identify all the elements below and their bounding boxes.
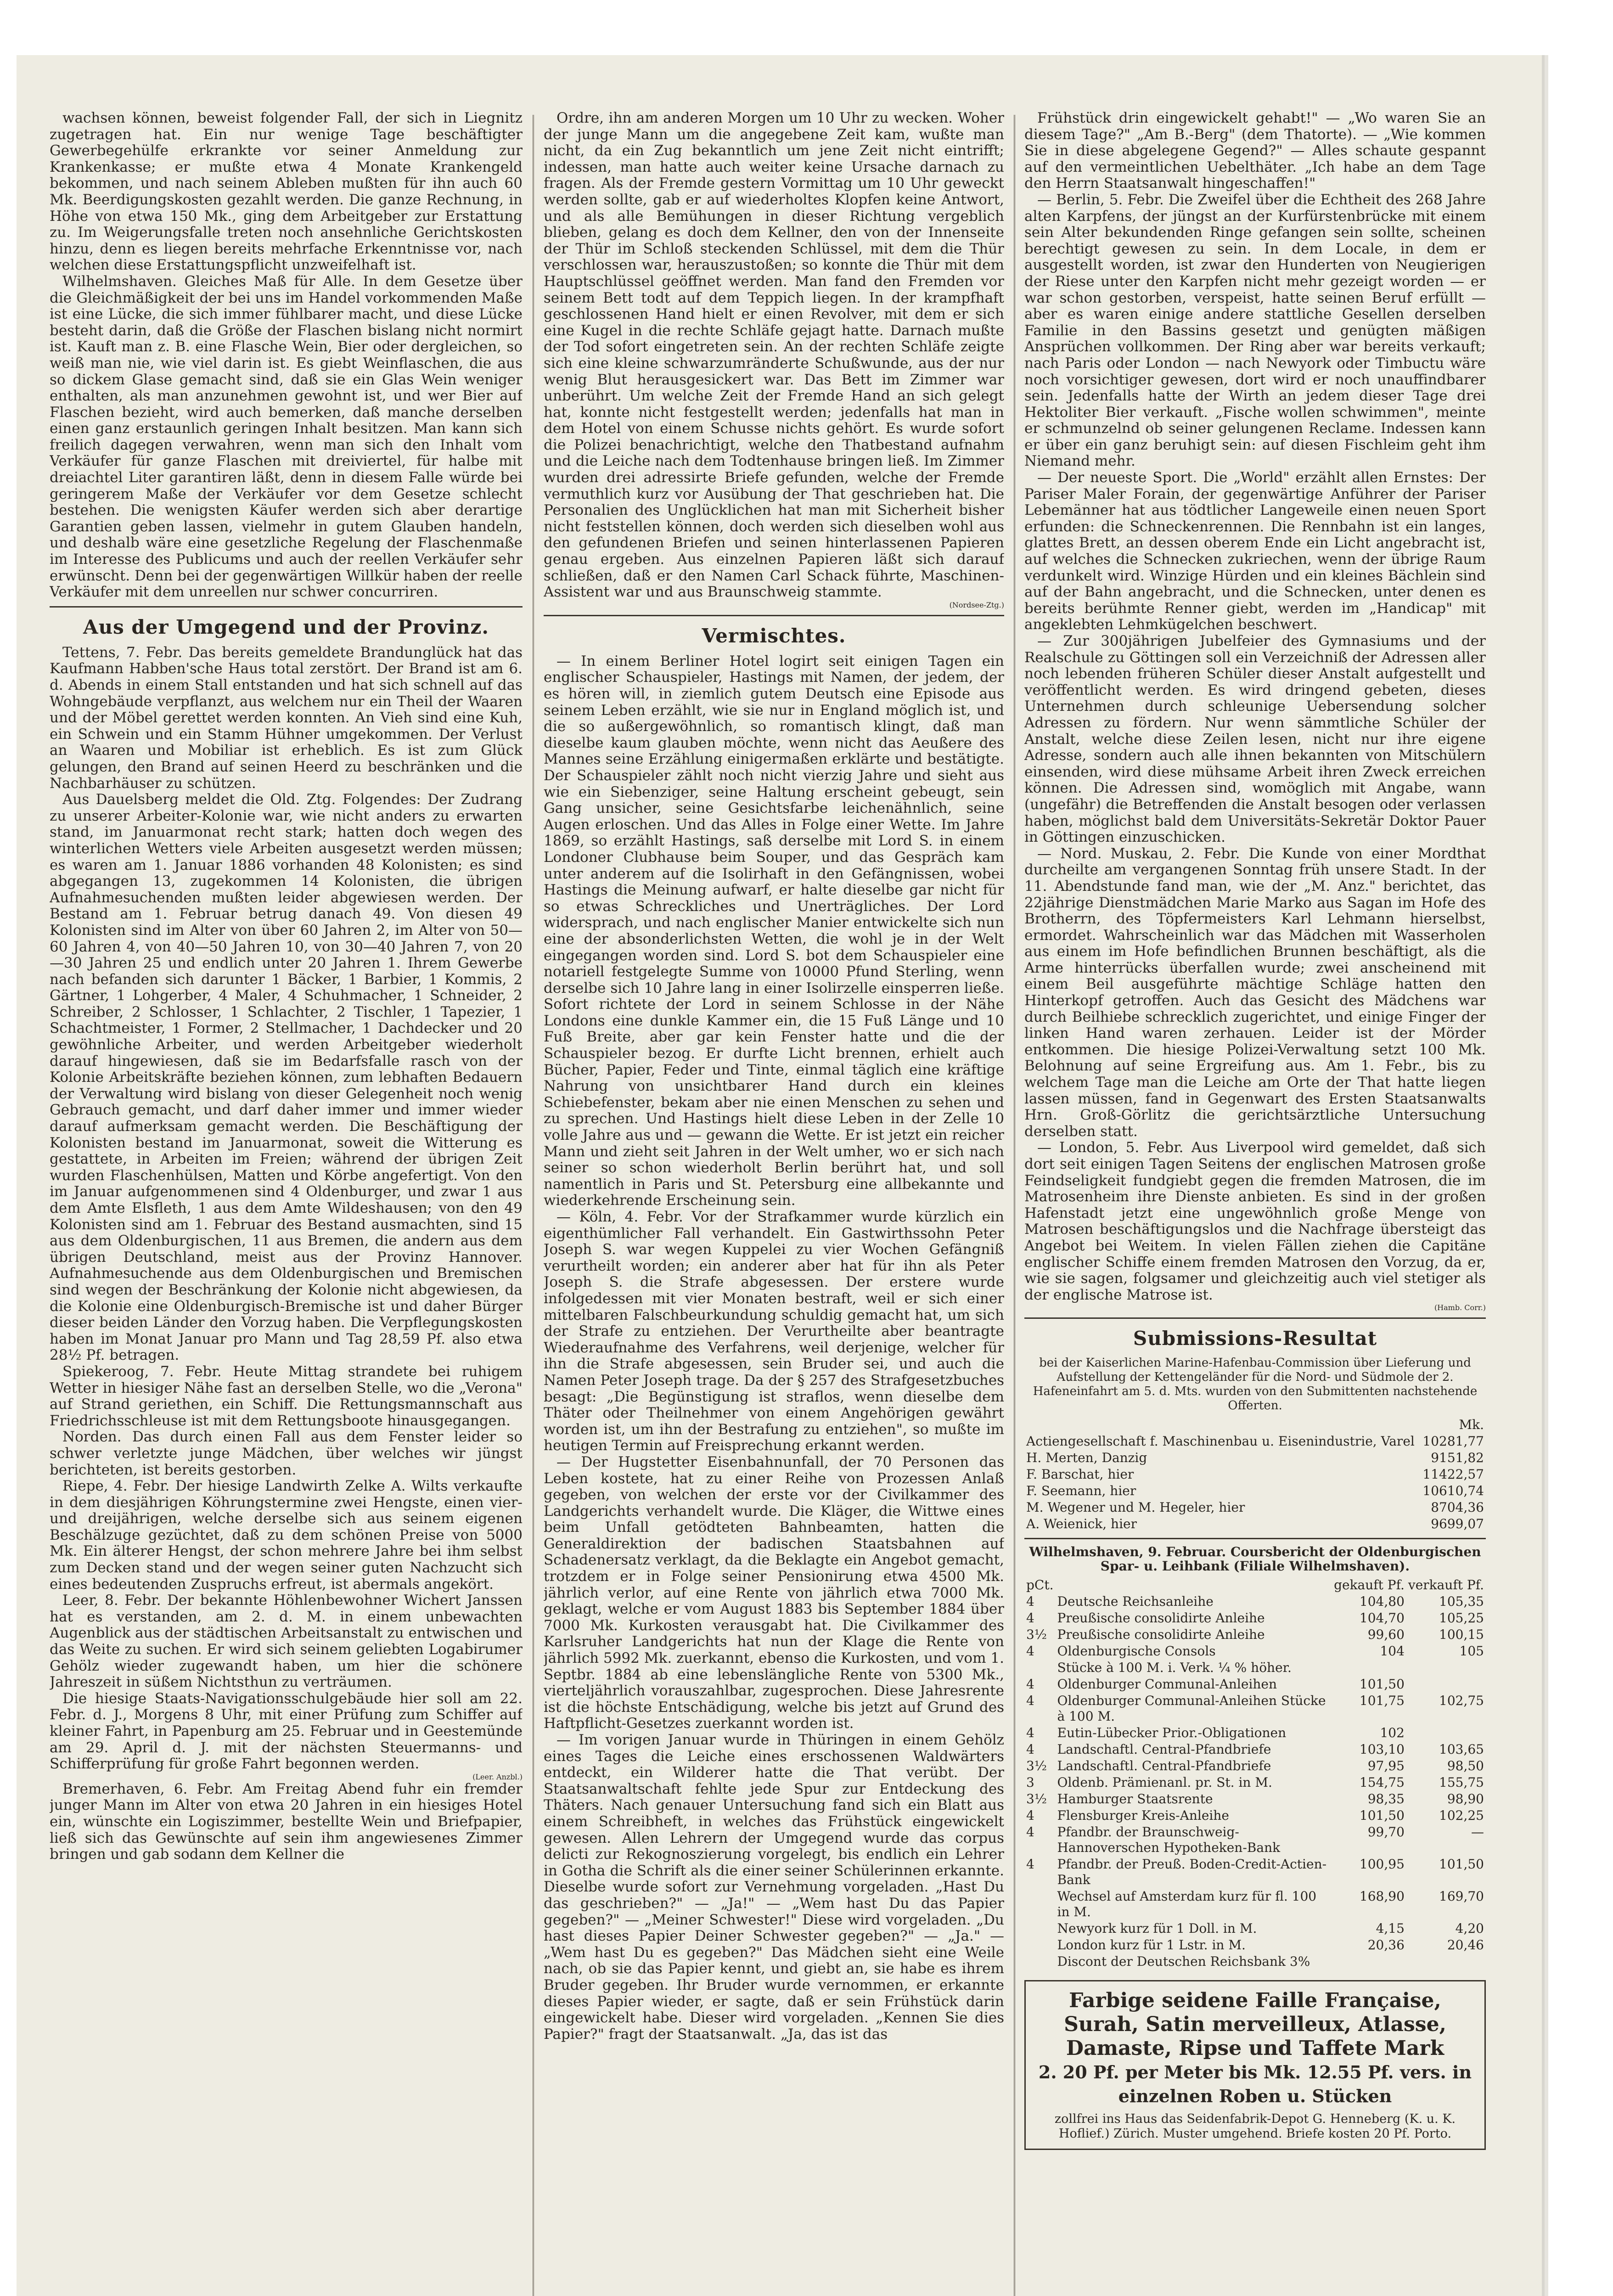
column-right [1024,110,1486,2296]
table-cell: 155,75 [1439,1775,1484,1790]
table-cell: 3½ [1026,1758,1047,1774]
article-text: Bremerhaven, 6. Febr. Am Freitag Abend fuhr ein fremder junger Mann im Alter von etwa 20 Jahren in ein hiesiges Hotel ein, wünschte ein Logiszimmer, bestellte Wein und Briefpapier, ließ sich das Gewünschte auf sein ihm angewiesenes Zimmer bringen und gab sodann dem Kellner die [50,1780,523,1863]
table-cell [1332,1660,1406,1676]
table-row [1024,1758,1486,1774]
submission-description: bei der Kaiserlichen Marine-Hafenbau-Commission über Lieferung und Aufstellung der Kettengeländer für die Nord- und Südmole der 2. Hafeneinfahrt am 5. d. Mts. wurden von den Submittenten nachstehende Offerten. [1033,1356,1478,1413]
table-cell: Oldenburgische Consols [1057,1643,1216,1659]
table-cell: 3½ [1026,1627,1047,1643]
silk-advertisement [1024,1980,1486,2150]
table-cell: 99,70 [1367,1824,1405,1840]
article-text: — London, 5. Febr. Aus Liverpool wird gemeldet, daß sich dort seit einigen Tagen Seitens der englischen Matrosen große Feindseligkeit fundgiebt gegen die fremden Matrosen, die im Matrosenheim ihre Dienste anbieten. Es sind in der großen Hafenstadt jetzt eine ungewöhnlich große Menge von Matrosen beschäftigungslos und die Nachfrage übersteigt das Angebot bei Weitem. In vielen Fällen ziehen die Capitäne englischer Schiffe einem fremden Matrosen den Vorzug, da er, wie sie sagen, folgsamer und gleichzeitig auch viel stetiger als der englische Matrose ist. [1024,1139,1486,1303]
course-heading: Wilhelmshaven, 9. Februar. Coursbericht der Oldenburgischen Spar- u. Leihbank (Filiale Wilhelmshaven). [1029,1544,1481,1574]
section-heading: Aus der Umgegend und der Provinz. [83,615,489,638]
table-row [1024,1774,1486,1791]
source-credit: (Nordsee-Ztg.) [949,600,1004,609]
table-row [1024,1483,1486,1499]
table-row [1024,1593,1486,1610]
table-row [1024,1791,1486,1807]
table-cell: 4 [1026,1725,1034,1741]
table-cell: 100,15 [1439,1627,1484,1643]
table-cell: A. Weienick, hier [1026,1516,1137,1532]
table-cell: 169,70 [1439,1889,1484,1904]
article-text: Frühstück drin eingewickelt gehabt!" — „Wo waren Sie an diesem Tage?" „Am B.-Berg" (dem Thatorte). — „Wie kommen Sie in diese abgelegene Gegend?" — Alles schaute gespannt auf den vermeintlichen Uebelthäter. „Ich habe an dem Tage den Herrn Staatsanwalt hingeschaffen!" [1024,110,1486,192]
table-cell: Stücke à 100 M. i. Verk. ¼ % höher. [1057,1660,1292,1676]
table-cell: Discont der Deutschen Reichsbank 3% [1057,1954,1310,1970]
table-cell: H. Merten, Danzig [1026,1450,1147,1466]
table-cell: 101,50 [1359,1808,1405,1823]
table-cell: London kurz für 1 Lstr. in M. [1057,1937,1246,1953]
table-cell: 10281,77 [1422,1434,1484,1449]
table-cell: 4 [1026,1742,1034,1757]
table-cell: F. Seemann, hier [1026,1483,1136,1499]
table-cell: 4,20 [1455,1921,1484,1936]
table-cell: 102,25 [1439,1808,1484,1823]
table-row [1024,1450,1486,1466]
column-left [50,110,523,2296]
table-cell [1332,1953,1406,1970]
table-cell: 102,75 [1439,1693,1484,1709]
table-cell: 9151,82 [1431,1450,1484,1466]
table-cell: 101,75 [1359,1693,1405,1709]
table-cell: Oldenburger Communal-Anleihen [1057,1677,1277,1692]
ad-price: 2. 20 Pf. per Meter bis Mk. 12.55 Pf. vers. in einzelnen Roben u. Stücken [1038,2062,1472,2107]
table-cell [1024,1953,1056,1970]
table-row [1024,1676,1486,1693]
table-cell: Hamburger Staatsrente [1057,1791,1213,1807]
table-cell: Eutin-Lübecker Prior.-Obligationen [1057,1725,1287,1741]
table-cell: 4 [1026,1594,1034,1609]
table-cell: Pfandbr. der Braunschweig-Hannoverschen Hypotheken-Bank [1057,1824,1281,1856]
table-row [1024,1953,1486,1970]
table-cell: 4,15 [1376,1921,1405,1936]
table-cell: — [1471,1824,1484,1840]
table-cell: 102 [1380,1725,1405,1741]
table-cell: 4 [1026,1610,1034,1626]
table-row [1024,1807,1486,1824]
article-text: — Köln, 4. Febr. Vor der Strafkammer wurde kürzlich ein eigenthümlicher Fall verhandelt. Ein Gastwirthssohn Peter Joseph S. war wegen Kuppelei zu vier Wochen Gefängniß verurtheilt worden; ein anderer aber hat für ihn als Peter Joseph S. die Strafe abgesessen. Der erstere wurde infolgedessen mit vier Monaten bestraft, weil er sich einer mittelbaren Falschbeurkundung schuldig gemacht hat, um sich der Strafe zu entziehen. Der Verurtheilte aber beantragte Wiederaufnahme des Verfahrens, weil derjenige, welcher für ihn die Strafe abgesessen, sein Bruder sei, und auch die Namen Peter Joseph trage. Da der § 257 des Strafgesetzbuches besagt: „Die Begünstigung ist straflos, wenn dieselbe dem Thäter oder Theilnehmer von einem Angehörigen gewährt worden ist, um ihn der Bestrafung zu entziehen", so mußte im heutigen Termin auf Freisprechung erkannt werden. [544,1209,1004,1454]
table-cell [1024,1888,1056,1920]
table-cell: 9699,07 [1431,1516,1484,1532]
article-text: — In einem Berliner Hotel logirt seit einigen Tagen ein englischer Schauspieler, Hastings mit Namen, der jedem, der es hören will, in ziemlich gutem Deutsch eine Episode aus seinem Leben erzählt, wie sie nur in England möglich ist, und die so außergewöhnlich, so romantisch klingt, daß man dieselbe kaum glauben möchte, wenn nicht das Aeußere des Mannes seine Erzählung einigermaßen erklärte und bestätigte. Der Schauspieler zählt noch nicht vierzig Jahre und sieht aus wie ein Siebenziger, seine Haltung erscheint gebeugt, sein Gang unsicher, seine Gesichtsfarbe leichenähnlich, seine Augen erloschen. Und das Alles in Folge einer Wette. Im Jahre 1869, so erzählt Hastings, saß derselbe mit Lord S. in einem Londoner Clubhause beim Souper, und das Gespräch kam unter anderem auf die Isolirhaft in den Gefängnissen, wobei Hastings die Meinung aufwarf, er halte dieselbe gar nicht für so etwas Schreckliches und Unerträgliches. Der Lord widersprach, und nach englischer Manier entwickelte sich nun eine der absonderlichsten Wetten, die wohl je in der Welt eingegangen worden sind. Lord S. bot dem Schauspieler eine notariell festgelegte Summe von 10000 Pfund Sterling, wenn derselbe sich 10 Jahre lang in einer Isolirzelle einsperren ließe. Sofort richtete der Lord in seinem Schlosse in der Nähe Londons eine dunkle Kammer ein, die 15 Fuß Länge und 10 Fuß Breite, aber gar kein Fenster hatte und die der Schauspieler bezog. Er durfte Licht brennen, erhielt auch Bücher, Papier, Feder und Tinte, einmal täglich eine kräftige Nahrung von unsichtbarer Hand durch ein kleines Schiebefenster, bekam aber nie einen Menschen zu sehen und zu sprechen. Und Hastings hielt diese Leben in der Zelle 10 volle Jahre aus und — gewann die Wette. Er ist jetzt ein reicher Mann und zieht seit Jahren in der Welt umher, wo er sich nach seiner so schon wiederholt Berlin berührt hat, und soll namentlich in Paris und St. Petersburg eine allbekannte und wiederkehrende Erscheinung sein. [544,653,1004,1209]
table-row [1024,1466,1486,1483]
section-divider [544,615,1004,616]
unit-label: Mk. [1459,1417,1484,1433]
source-credit: (Hamb. Corr.) [1434,1303,1486,1312]
table-cell: 101,50 [1359,1677,1405,1692]
article-text: — Nord. Muskau, 2. Febr. Die Kunde von einer Mordthat durcheilte am vergangenen Sonntag früh unsere Stadt. In der 11. Abendstunde fand man, wie der „M. Anz." berichtet, das 22jährige Dienstmädchen Marie Marko aus Sagan im Hofe des Brotherrn, des Töpfermeisters Karl Lehmann hierselbst, ermordet. Wahrscheinlich war das Mädchen mit Wasserholen aus einem im Hofe befindlichen Brunnen beschäftigt, als die Arme hinterrücks überfallen wurde; zwei anscheinend mit einem Beil ausgeführte mächtige Schläge hatten den Hinterkopf getroffen. Auch das Gesicht des Mädchens war durch Beilhiebe schrecklich zugerichtet, und einige Finger der linken Hand waren zerhauen. Leider ist der Mörder entkommen. Die hiesige Polizei-Verwaltung setzt 100 Mk. Belohnung auf seine Ergreifung aus. Am 1. Febr., bis zu welchem Tage man die Leiche am Orte der That hatte liegen lassen müssen, fand in Gegenwart des Ersten Staatsanwalts Hrn. Groß-Görlitz die gerichtsärztliche Untersuchung derselben statt. [1024,845,1486,1140]
table-cell: 3 [1026,1775,1034,1790]
section-divider [1024,1317,1486,1319]
ad-footer: zollfrei ins Haus das Seidenfabrik-Depot G. Henneberg (K. u. K. Hoflief.) Zürich. Muster umgehend. Briefe kosten 20 Pf. Porto. [1054,2112,1456,2141]
table-cell: F. Barschat, hier [1026,1467,1134,1482]
table-cell: 168,90 [1359,1889,1405,1904]
column-header [1056,1577,1332,1593]
table-cell: 4 [1026,1857,1034,1872]
table-cell: 103,10 [1359,1742,1405,1757]
table-cell [1024,1660,1056,1676]
table-cell: 154,75 [1359,1775,1405,1790]
newspaper-page [17,55,1542,2296]
table-cell: 104,70 [1359,1610,1405,1626]
table-row [1024,1725,1486,1741]
article-text: Aus Dauelsberg meldet die Old. Ztg. Folgendes: Der Zudrang zu unserer Arbeiter-Kolonie war, wie nicht anders zu erwarten stand, im Januarmonat recht stark; hatten doch wegen des winterlichen Wetters viele Arbeiten ausgesetzt werden müssen; es waren am 1. Januar 1886 vorhanden 48 Kolonisten; es sind abgegangen 13, zugekommen 14 Kolonisten, die übrigen Aufnahmesuchenden mußten leider abgewiesen werden. Der Bestand am 1. Februar betrug danach 49. Von diesen 49 Kolonisten sind im Alter von über 60 Jahren 2, im Alter von 50—60 Jahren 4, von 40—50 Jahren 10, von 30—40 Jahren 7, von 20—30 Jahren 25 und endlich unter 20 Jahren 1. Ihrem Gewerbe nach befanden sich darunter 1 Bäcker, 1 Barbier, 1 Kommis, 2 Gärtner, 1 Lohgerber, 4 Maler, 4 Schuhmacher, 1 Schneider, 2 Schreiber, 2 Schlosser, 1 Schlachter, 2 Tischler, 1 Tapezier, 1 Schachtmeister, 1 Former, 2 Stellmacher, 1 Dachdecker und 20 gewöhnliche Arbeiter, und werden Arbeitgeber wiederholt darauf hingewiesen, daß sie im Bedarfsfalle rasch von der Kolonie Arbeitskräfte beziehen können, zum lebhaften Bedauern der Verwaltung wird bislang von dieser Gelegenheit noch wenig Gebrauch gemacht, und darf daher immer und immer wieder darauf aufmerksam gemacht werden. Die Beschäftigung der Kolonisten bestand im Januarmonat, soweit die Witterung es gestattete, in Arbeiten im Freien; während der übrigen Zeit wurden Flaschenhülsen, Matten und Körbe angefertigt. Von den im Januar aufgenommenen sind 4 Oldenburger, und zwar 1 aus dem Amte Elsfleth, 1 aus dem Amte Wildeshausen; von den 49 Kolonisten sind am 1. Februar des Bestand ausmachten, sind 15 aus dem Oldenburgischen, 11 aus Bremen, die andern aus dem übrigen Deutschland, meist aus der Provinz Hannover. Aufnahmesuchende aus dem Oldenburgischen und Bremischen sind wegen der Beschränkung der Kolonie nicht abgewiesen, da die Kolonie eine Oldenburgisch-Bremische ist und daher Bürger dieser beiden Länder den Vorzug haben. Die Verpflegungskosten haben im Monat Januar pro Mann und Tag 28,59 Pf. also etwa 28½ Pf. betragen. [50,791,523,1364]
table-cell: Newyork kurz für 1 Doll. in M. [1057,1921,1257,1936]
table-row [1024,1433,1486,1450]
table-cell: 99,60 [1367,1627,1405,1643]
table-cell: Preußische consolidirte Anleihe [1057,1627,1265,1643]
article-text: Tettens, 7. Febr. Das bereits gemeldete Brandunglück hat das Kaufmann Habben'sche Haus total zerstört. Der Brand ist am 6. d. Abends in einem Stall entstanden und hat sich schnell auf das Wohngebäude verpflanzt, aus welchem nur ein Theil der Waaren und der Möbel gerettet werden konnten. An Vieh sind eine Kuh, ein Schwein und ein Stamm Hühner umgekommen. Der Verlust an Waaren und Mobiliar ist erheblich. Es ist zum Glück gelungen, den Brand auf seinen Heerd zu beschränken und die Nachbarhäuser zu schützen. [50,644,523,792]
column-header: gekauft Pf. [1334,1577,1405,1593]
table-cell: 4 [1026,1643,1034,1659]
table-row [1024,1660,1486,1676]
table-row [1024,1741,1486,1758]
course-table [1024,1577,1486,1970]
table-cell: 98,35 [1367,1791,1405,1807]
table-cell: Pfandbr. der Preuß. Boden-Credit-Actien-Bank [1057,1857,1327,1888]
article-text: Die hiesige Staats-Navigationsschulgebäude hier soll am 22. Febr. d. J., Morgens 8 Uhr, mit einer Prüfung zum Schiffer auf kleiner Fahrt, in Papenburg am 25. Februar und in Geestemünde am 29. April d. J. mit der nächsten Steuermanns- und Schifferprüfung für große Fahrt begonnen werden. [50,1690,523,1773]
table-cell: 100,95 [1359,1857,1405,1872]
table-cell: M. Wegener und M. Hegeler, hier [1026,1500,1245,1515]
table-cell: 104 [1380,1643,1405,1659]
table-row [1024,1920,1486,1937]
table-row [1024,1626,1486,1643]
column-middle [544,110,1004,2296]
article-text: — Zur 300jährigen Jubelfeier des Gymnasiums und der Realschule zu Göttingen soll ein Verzeichniß der Adressen aller noch lebenden früheren Schüler dieser Anstalt aufgestellt und veröffentlicht werden. Es wird dringend gebeten, dieses Unternehmen durch schleunige Uebersendung solcher Adressen zu fördern. Nur wenn sämmtliche Schüler der Anstalt, welche diese Zeilen lesen, nicht nur ihre eigene Adresse, sondern auch alle ihnen bekannten von Mitschülern einsenden, wird diese mühsame Arbeit ihren Zweck erreichen können. Die Adressen sind, womöglich mit Angabe, wann (ungefähr) die Betreffenden die Anstalt besogen oder verlassen haben, möglichst bald dem Universitäts-Sekretär Doktor Pauer in Göttingen einzuschicken. [1024,633,1486,846]
ad-headline: Surah, Satin merveilleux, Atlasse, [1064,2013,1446,2037]
table-cell: 104,80 [1359,1594,1405,1609]
table-cell: 4 [1026,1693,1034,1709]
table-cell: Deutsche Reichsanleihe [1057,1594,1214,1609]
table-row [1024,1516,1486,1532]
table-row [1024,1693,1486,1725]
section-divider [50,606,523,608]
table-cell: Oldenb. Prämienanl. pr. St. in M. [1057,1775,1272,1790]
table-cell: 4 [1026,1824,1034,1840]
table-cell: 8704,36 [1431,1500,1484,1515]
ad-headline: Farbige seidene Faille Française, [1069,1989,1441,2013]
table-cell: 103,65 [1439,1742,1484,1757]
table-cell: 10610,74 [1422,1483,1484,1499]
table-cell: Preußische consolidirte Anleihe [1057,1610,1265,1626]
table-cell: 3½ [1026,1791,1047,1807]
article-text: Wilhelmshaven. Gleiches Maß für Alle. In dem Gesetze über die Gleichmäßigkeit der bei uns im Handel vorkommenden Maße ist eine Lücke, die sich immer fühlbarer macht, und diese Lücke besteht darin, daß die Größe der Flaschen bislang nicht normirt ist. Kauft man z. B. eine Flasche Wein, Bier oder dergleichen, so weiß man nie, wie viel darin ist. Es giebt Weinflaschen, die aus so dickem Glase gemacht sind, daß sie ein Glas Wein weniger enthalten, als man anzunehmen gewohnt ist, und wer Bier auf Flaschen bezieht, wird auch bemerken, daß manche derselben einen ganz erstaunlich geringen Inhalt besitzen. Man kann sich freilich dagegen verwahren, wenn man sich den Inhalt vom Verkäufer für ganze Flaschen mit dreiviertel, für halbe mit dreiachtel Liter garantiren läßt, denn in diesem Falle würde bei geringerem Maße der Verkäufer vor dem Gesetze schlecht bestehen. Die wenigsten Käufer werden sich aber derartige Garantien geben lassen, vielmehr in gutem Glauben handeln, und deshalb wäre eine gesetzliche Regelung der Flaschenmaße im Interesse des Publicums und auch der reellen Verkäufer sehr erwünscht. Denn bei der gegenwärtigen Willkür haben der reelle Verkäufer mit dem unreellen nur schwer concurriren. [50,273,523,601]
table-cell [1406,1676,1486,1693]
submission-table [1024,1417,1486,1532]
table-cell: 20,46 [1447,1937,1484,1953]
table-cell: 20,36 [1367,1937,1405,1953]
table-cell: 11422,57 [1422,1467,1484,1482]
column-header: verkauft Pf. [1408,1577,1484,1593]
table-cell [1024,1920,1056,1937]
table-row [1024,1610,1486,1626]
table-row [1024,1937,1486,1953]
table-cell: 105 [1459,1643,1484,1659]
article-text: Riepe, 4. Febr. Der hiesige Landwirth Zelke A. Wilts verkaufte in dem diesjährigen Köhrungstermine zwei Hengste, einen vier- und dreijährigen, welche derselbe sich aus seinem eigenen Beschälzuge gezüchtet, daß zu dem schönen Preise von 5000 Mk. Ein älterer Hengst, der schon mehrere Jahre bei ihm selbst zum Decken stand und der wegen seiner guten Nachzucht sich eines bedeutenden Zuspruchs erfreut, ist abermals angekört. [50,1478,523,1593]
ad-headline: Damaste, Ripse und Taffete Mark [1066,2037,1444,2060]
article-text: Ordre, ihn am anderen Morgen um 10 Uhr zu wecken. Woher der junge Mann um die angegebene Zeit kam, wußte man nicht, da ein Zug bekanntlich um jene Zeit nicht eintrifft; indessen, man hatte auch weiter keine Ursache darnach zu fragen. Als der Fremde gestern Vormittag um 10 Uhr geweckt werden sollte, gab er auf wiederholtes Klopfen keine Antwort, und als alle Bemühungen in dieser Richtung vergeblich blieben, gelang es doch dem Kellner, den von der Innenseite der Thür im Schloß steckenden Schlüssel, mit dem die Thür verschlossen war, herauszustoßen; so konnte die Thür mit dem Hauptschlüssel geöffnet werden. Man fand den Fremden vor seinem Bett todt auf dem Teppich liegen. In der krampfhaft geschlossenen Hand hielt er einen Revolver, mit dem er sich eine Kugel in die rechte Schläfe gejagt hatte. Darnach mußte der Tod sofort eingetreten sein. An der rechten Schläfe zeigte sich eine kleine schwarzumränderte Schußwunde, aus der nur wenig Blut herausgesickert war. Das Bett im Zimmer war unberührt. Um welche Zeit der Fremde Hand an sich gelegt hat, konnte nicht festgestellt werden; jedenfalls hat man in dem Hotel von einem Schusse nichts gehört. Es wurde sofort die Polizei benachrichtigt, welche den Thatbestand aufnahm und die Leiche nach dem Todtenhause bringen ließ. Im Zimmer wurden drei adressirte Briefe gefunden, welche der Fremde vermuthlich kurz vor Ausübung der That geschrieben hat. Die Personalien des Unglücklichen hat man mit Sicherheit bisher nicht feststellen können, doch werden sich dieselben wohl aus den gefundenen Briefen und seinen hinterlassenen Papieren genau ergeben. Aus einzelnen Papieren läßt sich darauf schließen, daß er den Namen Carl Schack führte, Maschinen-Assistent war und aus Braunschweig stammte. [544,110,1004,601]
column-header: pCt. [1026,1577,1054,1593]
table-row [1024,1824,1486,1856]
article-text: — Der Hugstetter Eisenbahnunfall, der 70 Personen das Leben kostete, hat zu einer Reihe von Prozessen Anlaß gegeben, von welchen der erste vor der Civilkammer des Landgerichts verhandelt wurde. Die Kläger, die Wittwe eines beim Unfall getödteten Bahnbeamten, hatten die Generaldirektion der badischen Staatsbahnen auf Schadenersatz verklagt, da die Beklagte ein Angebot gemacht, trotzdem er in Folge seiner Pensionirung etwa 4500 Mk. jährlich verlor, auf eine Rente von jährlich etwa 7000 Mk. geklagt, welche er vom August 1883 bis September 1884 über 7000 Mk. Kurkosten verausgabt hat. Die Civilkammer des Karlsruher Landgerichts hat nun der Klage die Rente von jährlich 5992 Mk. zuerkannt, ebenso die Kurkosten, und vom 1. Septbr. 1884 ab eine lebenslängliche Rente von 5300 Mk., vierteljährlich vorauszahlbar, zugesprochen. Diese Jahresrente ist die höchste Entschädigung, welche bis jetzt auf Grund des Haftpflicht-Gesetzes zuerkannt worden ist. [544,1453,1004,1732]
section-heading: Vermischtes. [702,624,846,647]
table-cell [1406,1660,1486,1676]
table-cell: Wechsel auf Amsterdam kurz für fl. 100 in M. [1057,1889,1317,1920]
table-cell: Oldenburger Communal-Anleihen Stücke à 100 M. [1057,1693,1326,1724]
article-text: — Berlin, 5. Febr. Die Zweifel über die Echtheit des 268 Jahre alten Karpfens, der jüngst an der Kurfürstenbrücke mit einem sein Alter bekundenden Ringe gefangen sein sollte, scheinen berechtigt gewesen zu sein. In dem Locale, in dem er ausgestellt worden, ist zwar den Hunderten von Neugierigen der Riese unter den Karpfen nicht mehr gezeigt worden — er war schon gestorben, verspeist, hatte seinen Beruf erfüllt — aber es waren einige andere stattliche Gesellen derselben Familie in den Bassins gesetzt und genügten mäßigen Ansprüchen vollkommen. Der Ring aber war bereits verkauft; nach Paris oder London — nach Newyork oder Timbuctu wäre noch vorsichtiger gewesen, dort wird er noch unauffindbarer sein. Jedenfalls hatte der Wirth an jedem dieser Tage drei Hektoliter Bier verkauft. „Fische wollen schwimmen", meinte er schmunzelnd ob seiner gelungenen Reclame. Indessen kann er über ein ganz beruhigt sein: auf diesen Fischleim geht ihm Niemand mehr. [1024,191,1486,470]
table-row [1024,1888,1486,1920]
table-cell: Landschaftl. Central-Pfandbriefe [1057,1742,1271,1757]
article-text: — Der neueste Sport. Die „World" erzählt allen Ernstes: Der Pariser Maler Forain, der gegenwärtige Anführer der Pariser Lebemänner hat aus tödtlicher Langeweile einen neuen Sport erfunden: die Schneckenrennen. Die Rennbahn ist ein langes, glattes Brett, an dessen oberem Ende ein Licht angebracht ist, auf welches die Schnecken zukriechen, wenn der übrige Raum verdunkelt wird. Winzige Hürden und ein kleines Bächlein sind auf der Bahn angebracht, und die Schnecken, unter denen es bereits berühmte Renner giebt, werden im „Handicap" mit angeklebten Lehmkügelchen beschwert. [1024,469,1486,633]
table-cell: 97,95 [1367,1758,1405,1774]
table-cell: 105,25 [1439,1610,1484,1626]
article-text: wachsen können, beweist folgender Fall, der sich in Liegnitz zugetragen hat. Ein nur wenige Tage beschäftigter Gewerbegehülfe erkrankte vor seiner Anmeldung zur Krankenkasse; er mußte etwa 4 Monate Krankengeld bekommen, und nach seinem Ableben mußten für ihn auch 60 Mk. Beerdigungskosten gezahlt werden. Die ganze Rechnung, in Höhe von etwa 150 Mk., ging dem Arbeitgeber zur Erstattung zu. Im Weigerungsfalle treten noch ansehnliche Gerichtskosten hinzu, denn es liegen bereits mehrfache Erkenntnisse vor, nach welchen diese Erstattungspflicht unzweifelhaft ist. [50,110,523,274]
table-cell [1024,1937,1056,1953]
table-cell: 98,90 [1447,1791,1484,1807]
table-row [1024,1499,1486,1516]
article-text: Norden. Das durch einen Fall aus dem Fenster leider so schwer verletzte junge Mädchen, über welches wir jüngst berichteten, ist bereits gestorben. [50,1429,523,1478]
table-cell [1406,1953,1486,1970]
column-rule [533,115,534,2296]
table-cell: 98,50 [1447,1758,1484,1774]
table-row [1024,1643,1486,1660]
table-cell: 101,50 [1439,1857,1484,1872]
source-credit: (Leer. Anzbl.) [472,1772,523,1781]
table-row [1024,1856,1486,1888]
table-cell: Actiengesellschaft f. Maschinenbau u. Eisenindustrie, Varel [1026,1434,1415,1449]
table-cell: 105,35 [1439,1594,1484,1609]
section-divider [1024,1538,1486,1539]
column-rule [1014,115,1015,2296]
table-cell: Flensburger Kreis-Anleihe [1057,1808,1229,1823]
table-cell: 4 [1026,1808,1034,1823]
article-text: Leer, 8. Febr. Der bekannte Höhlenbewohner Wichert Janssen hat es verstanden, am 2. d. M. in einem unbewachten Augenblick aus der städtischen Arbeitsanstalt zu entwischen und das Weite zu suchen. Er wird sich seinem geliebten Logabirumer Gehölz wieder zugewandt haben, um hier die schönere Jahreszeit in süßem Nichtsthun zu verträumen. [50,1592,523,1691]
submission-heading: Submissions-Resultat [1133,1327,1377,1350]
article-text: Spiekeroog, 7. Febr. Heute Mittag strandete bei ruhigem Wetter in hiesiger Nähe fast an derselben Stelle, wo die „Verona" auf Strand geriethen, ein Schiff. Die Rettungsmannschaft aus Friedrichsschleuse ist mit dem Rettungsboote hinausgegangen. [50,1363,523,1429]
table-cell: Landschaftl. Central-Pfandbriefe [1057,1758,1271,1774]
article-text: — Im vorigen Januar wurde in Thüringen in einem Gehölz eines Tages die Leiche eines erschossenen Waldwärters entdeckt, ein Wilderer hatte die That verübt. Der Staatsanwaltschaft fehlte jede Spur zur Entdeckung des Thäters. Nach genauer Untersuchung fand sich ein Blatt aus einem Schreibheft, in welches das Frühstück eingewickelt gewesen. Allen Lehrern der Umgegend wurde das corpus delicti zur Rekognoszierung vorgelegt, bis endlich ein Lehrer in Gotha die Schrift als die einer seiner Schülerinnen erkannte. Dieselbe wurde sofort zur Vernehmung vorgeladen. „Hast Du das geschrieben?" — „Ja!" — „Wem hast Du das Papier gegeben?" — „Meiner Schwester!" Diese wird vorgeladen. „Du hast dieses Papier Deiner Schwester gegeben?" — „Ja." — „Wem hast Du es gegeben?" Das Mädchen sieht eine Weile nach, ob sie das Papier kennt, und giebt an, sie habe es ihrem Bruder gegeben. Ihr Bruder wurde vernommen, er erkannte dieses Papier wieder, er sagte, daß er sein Frühstück darin eingewickelt habe. Dieser wird vorgeladen. „Kennen Sie dies Papier?" fragt der Staatsanwalt. „Ja, das ist das [544,1732,1004,2043]
table-cell [1406,1725,1486,1741]
table-cell: 4 [1026,1677,1034,1692]
